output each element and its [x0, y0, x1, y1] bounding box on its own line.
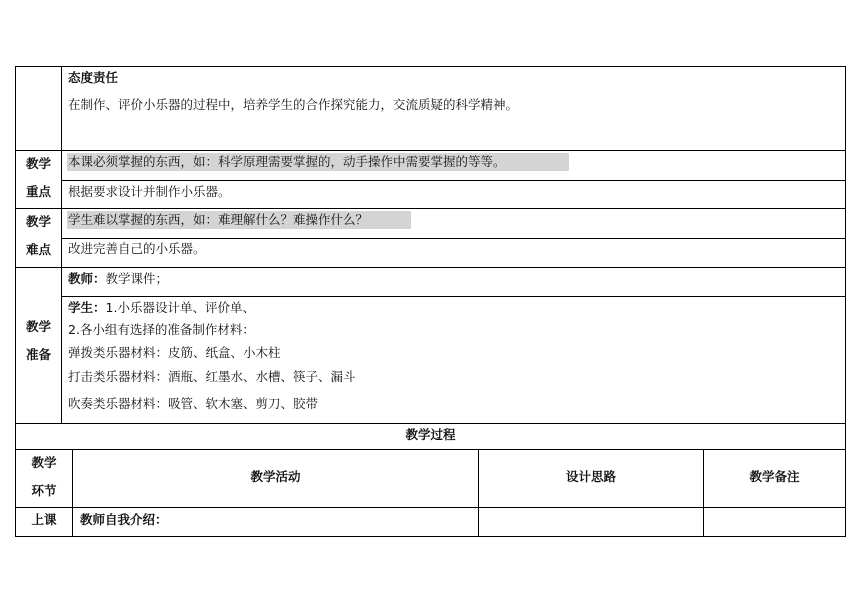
- table-line: [845, 66, 846, 537]
- key-points-text: 根据要求设计并制作小乐器。: [68, 184, 231, 199]
- preparation-label-1: 教学: [25, 319, 51, 334]
- row-activity: 教师自我介绍：: [80, 512, 168, 527]
- table-line: [61, 296, 846, 297]
- difficulties-label-1: 教学: [25, 214, 51, 229]
- table-line: [15, 449, 846, 450]
- table-line: [478, 449, 479, 537]
- header-stage-2: 环节: [31, 483, 57, 498]
- header-stage-1: 教学: [31, 455, 57, 470]
- header-design: 设计思路: [565, 469, 616, 484]
- table-line: [15, 66, 846, 67]
- row-stage: 上课: [31, 512, 57, 527]
- table-line: [61, 238, 846, 239]
- preparation-line-3: 弹拨类乐器材料：皮筋、纸盒、小木柱: [68, 345, 281, 360]
- key-points-label-2: 重点: [25, 184, 51, 199]
- teacher-materials: [68, 271, 168, 287]
- key-points-label-1: 教学: [25, 156, 51, 171]
- teacher-label: 教师：: [68, 271, 106, 286]
- attitude-heading: 态度责任: [68, 70, 119, 85]
- table-line: [15, 208, 846, 209]
- difficulties-highlight: 学生难以掌握的东西，如：难理解什么？难操作什么？: [68, 212, 369, 227]
- table-line: [15, 507, 846, 508]
- preparation-label-2: 准备: [25, 347, 51, 362]
- table-line: [703, 449, 704, 537]
- student-line-1: 1.小乐器设计单、评价单、: [105, 300, 255, 315]
- student-materials: [68, 300, 255, 316]
- table-line: [15, 423, 846, 424]
- table-line: [61, 66, 62, 424]
- difficulties-text: 改进完善自己的小乐器。: [68, 241, 206, 256]
- table-line: [15, 536, 846, 537]
- header-activity: 教学活动: [250, 469, 301, 484]
- table-line: [15, 150, 846, 151]
- teacher-text: 教学课件；: [105, 271, 169, 286]
- process-title: 教学过程: [405, 427, 456, 442]
- table-line: [15, 267, 846, 268]
- key-points-highlight: 本课必须掌握的东西，如：科学原理需要掌握的，动手操作中需要掌握的等等。: [68, 154, 506, 169]
- preparation-line-2: 2.各小组有选择的准备制作材料：: [68, 322, 255, 337]
- preparation-line-4: 打击类乐器材料：酒瓶、红墨水、水槽、筷子、漏斗: [68, 369, 356, 384]
- difficulties-label-2: 难点: [25, 242, 51, 257]
- student-label: 学生：: [68, 300, 106, 315]
- attitude-text: 在制作、评价小乐器的过程中，培养学生的合作探究能力，交流质疑的科学精神。: [68, 97, 519, 112]
- preparation-line-5: 吹奏类乐器材料：吸管、软木塞、剪刀、胶带: [68, 396, 319, 411]
- table-line: [61, 180, 846, 181]
- header-notes: 教学备注: [749, 469, 800, 484]
- table-line: [72, 449, 73, 537]
